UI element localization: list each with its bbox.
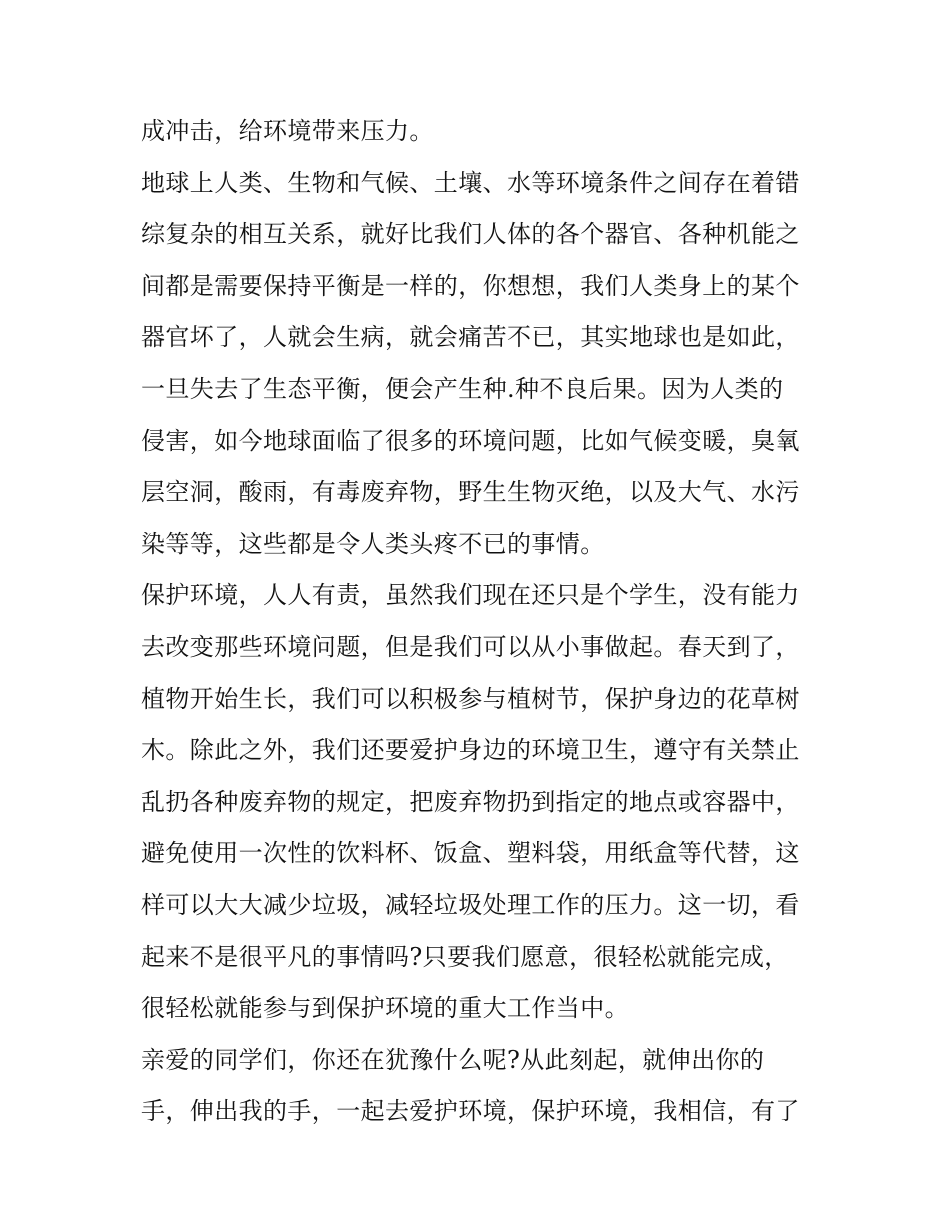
text-line: 起来不是很平凡的事情吗?只要我们愿意，很轻松就能完成， (141, 942, 789, 971)
text-line: 木。除此之外，我们还要爱护身边的环境卫生，遵守有关禁止 (141, 736, 800, 765)
text-line: 侵害，如今地球面临了很多的环境问题，比如气候变暖，臭氧 (141, 426, 800, 455)
text-line: 亲爱的同学们，你还在犹豫什么呢?从此刻起，就伸出你的 (141, 1045, 765, 1074)
text-line: 层空洞，酸雨，有毒废弃物，野生生物灭绝，以及大气、水污 (141, 478, 800, 507)
text-line: 一旦失去了生态平衡，便会产生种.种不良后果。因为人类的 (141, 374, 784, 403)
document-body (141, 106, 841, 1138)
text-line: 植物开始生长，我们可以积极参与植树节，保护身边的花草树 (141, 684, 800, 713)
text-line: 样可以大大减少垃圾，减轻垃圾处理工作的压力。这一切，看 (141, 890, 800, 919)
text-line: 器官坏了，人就会生病，就会痛苦不已，其实地球也是如此， (141, 323, 800, 352)
text-line: 避免使用一次性的饮料杯、饭盒、塑料袋，用纸盒等代替，这 (141, 839, 800, 868)
text-line: 手，伸出我的手，一起去爱护环境，保护环境，我相信，有了 (141, 1097, 800, 1126)
text-line: 成冲击，给环境带来压力。 (141, 117, 434, 145)
text-line: 综复杂的相互关系，就好比我们人体的各个器官、各种机能之 (141, 220, 800, 249)
text-line: 去改变那些环境问题，但是我们可以从小事做起。春天到了， (141, 632, 800, 661)
text-line: 保护环境，人人有责，虽然我们现在还只是个学生，没有能力 (141, 581, 800, 610)
text-line: 很轻松就能参与到保护环境的重大工作当中。 (141, 994, 629, 1023)
text-line: 染等等，这些都是令人类头疼不已的事情。 (141, 529, 605, 558)
text-line: 乱扔各种废弃物的规定，把废弃物扔到指定的地点或容器中， (141, 787, 800, 816)
text-line: 间都是需要保持平衡是一样的，你想想，我们人类身上的某个 (141, 271, 800, 300)
text-line: 地球上人类、生物和气候、土壤、水等环境条件之间存在着错 (141, 168, 800, 197)
